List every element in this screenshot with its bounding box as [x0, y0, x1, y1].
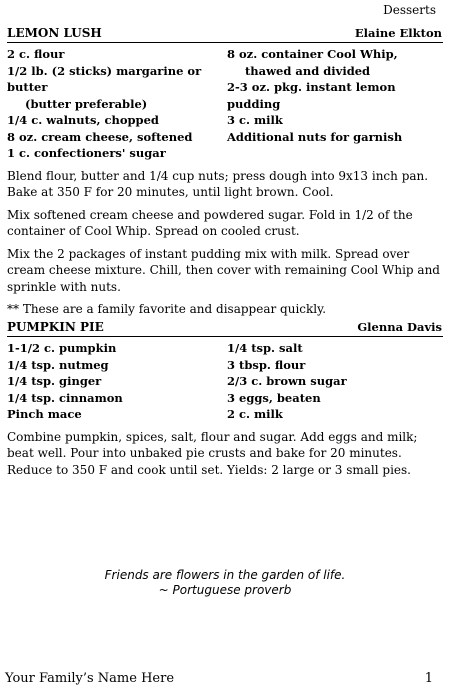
ingredient: 3 c. milk	[227, 113, 283, 127]
recipe-title: PUMPKIN PIE	[7, 320, 104, 334]
proverb-quote	[0, 568, 450, 598]
ingredient: 1/4 tsp. salt	[227, 341, 303, 355]
recipe-pumpkin-pie	[7, 320, 443, 478]
ingredient: 1/4 tsp. nutmeg	[7, 357, 109, 372]
ingredient: Additional nuts for garnish	[227, 129, 403, 144]
recipe-header	[7, 26, 443, 43]
ingredient: Pinch mace	[7, 407, 82, 421]
ingredient-list	[7, 340, 443, 423]
ingredient: 2/3 c. brown sugar	[227, 374, 347, 388]
page-number: 1	[424, 671, 433, 686]
ingredient: 3 tbsp. flour	[227, 357, 306, 372]
ingredient-note: (butter preferable)	[25, 96, 148, 111]
ingredient: 2 c. milk	[227, 407, 283, 421]
quote-attribution: ~ Portuguese proverb	[158, 583, 292, 597]
instruction-paragraph: Combine pumpkin, spices, salt, flour and sugar. Add eggs and milk; beat well. Pour into unbaked pie crusts and bake for 20 minutes. Reduce to 350 F and cook until set. Yields: 2 large or 3 small pies.	[7, 429, 418, 477]
ingredient: 1/4 c. walnuts, chopped	[7, 113, 159, 127]
ingredient: 1/4 tsp. ginger	[7, 374, 102, 388]
ingredient-column-left	[7, 46, 227, 162]
recipe-note: ** These are a family favorite and disappear quickly.	[7, 302, 327, 316]
ingredient: 1/4 tsp. cinnamon	[7, 390, 123, 405]
ingredient-list	[7, 46, 443, 162]
recipe-header	[7, 320, 443, 337]
ingredient-column-right	[227, 46, 443, 162]
ingredient-note: thawed and divided	[245, 63, 371, 78]
recipe-author: Glenna Davis	[357, 320, 442, 334]
ingredient: 1 c. confectioners' sugar	[7, 146, 166, 160]
ingredient: 2-3 oz. pkg. instant lemon pudding	[227, 80, 396, 111]
recipe-title: LEMON LUSH	[7, 26, 102, 40]
ingredient-column-right	[227, 340, 443, 423]
instruction-paragraph: Mix softened cream cheese and powdered sugar. Fold in 1/2 of the container of Cool Whip. Spread on cooled crust.	[7, 207, 413, 238]
recipe-lemon-lush	[7, 26, 443, 318]
ingredient: 3 eggs, beaten	[227, 390, 321, 405]
ingredient: 1/2 lb. (2 sticks) margarine or butter	[7, 63, 202, 94]
instruction-paragraph: Blend flour, butter and 1/4 cup nuts; press dough into 9x13 inch pan. Bake at 350 F for 20 minutes, until light brown. Cool.	[7, 168, 429, 199]
ingredient: 8 oz. cream cheese, softened	[7, 129, 193, 144]
instruction-paragraph: Mix the 2 packages of instant pudding mix with milk. Spread over cream cheese mixture. Chill, then cover with remaining Cool Whip and sprinkle with nuts.	[7, 246, 440, 294]
ingredient: 2 c. flour	[7, 47, 65, 61]
ingredient: 1-1/2 c. pumpkin	[7, 341, 117, 355]
ingredient: 8 oz. container Cool Whip,	[227, 47, 398, 61]
section-label: Desserts	[383, 3, 436, 17]
ingredient-column-left	[7, 340, 227, 423]
recipe-author: Elaine Elkton	[354, 26, 442, 40]
quote-text: Friends are flowers in the garden of life.	[104, 568, 346, 582]
footer-family-name: Your Family’s Name Here	[5, 671, 175, 686]
